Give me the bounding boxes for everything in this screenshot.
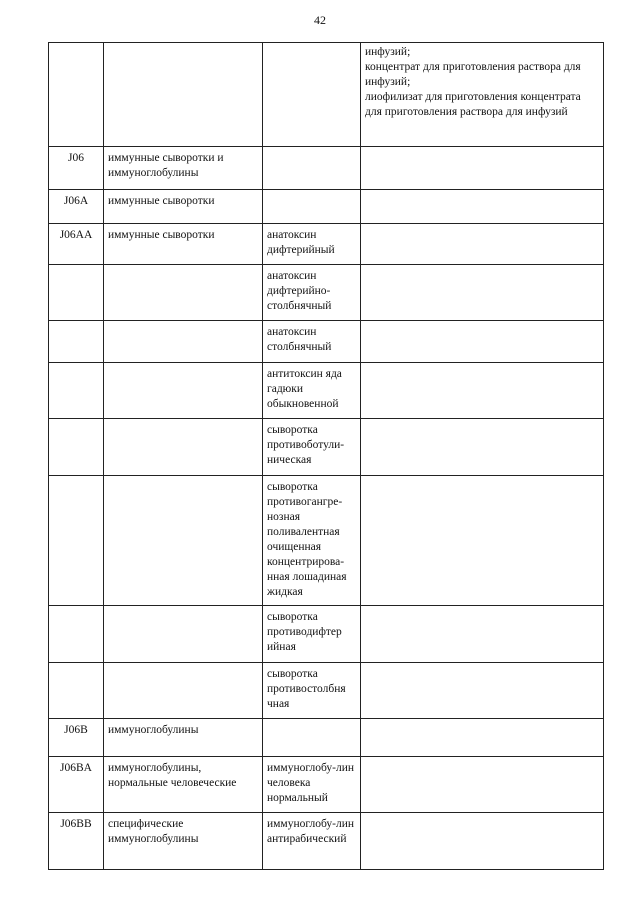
atc-group-name-cell: иммунные сыворотки (104, 190, 263, 224)
dosage-form-cell (361, 476, 604, 606)
atc-group-name-cell (104, 43, 263, 147)
drug-name-cell: сыворотка противостолбня чная (263, 663, 361, 719)
table-row (49, 813, 604, 870)
atc-group-name-cell (104, 663, 263, 719)
table-row (49, 43, 604, 147)
atc-code-cell (49, 43, 104, 147)
drug-name-cell: сыворотка противоботули-ническая (263, 419, 361, 476)
atc-code-cell: J06A (49, 190, 104, 224)
table-row (49, 476, 604, 606)
atc-code-cell (49, 265, 104, 321)
atc-code-cell (49, 606, 104, 663)
atc-code-cell (49, 321, 104, 363)
drug-name-cell (263, 43, 361, 147)
dosage-form-cell: инфузий; концентрат для приготовления раствора для инфузий; лиофилизат для приготовления концентрата для приготовления раствора для инфузий (361, 43, 604, 147)
dosage-form-cell (361, 321, 604, 363)
table-row (49, 757, 604, 813)
drug-name-cell (263, 719, 361, 757)
drug-name-cell: антитоксин яда гадюки обыкновенной (263, 363, 361, 419)
atc-group-name-cell: иммуноглобулины (104, 719, 263, 757)
atc-code-cell (49, 476, 104, 606)
dosage-form-cell (361, 719, 604, 757)
table-row (49, 224, 604, 265)
table-row (49, 190, 604, 224)
drug-name-cell: анатоксин столбнячный (263, 321, 361, 363)
dosage-form-cell (361, 419, 604, 476)
medicines-table (48, 42, 604, 870)
table-row (49, 663, 604, 719)
drug-name-cell: анатоксин дифтерийный (263, 224, 361, 265)
dosage-form-cell (361, 224, 604, 265)
dosage-form-cell (361, 813, 604, 870)
atc-code-cell (49, 363, 104, 419)
drug-name-cell (263, 190, 361, 224)
drug-name-cell: иммуноглобу-лин антирабический (263, 813, 361, 870)
table-row (49, 719, 604, 757)
dosage-form-cell (361, 363, 604, 419)
dosage-form-cell (361, 147, 604, 190)
atc-group-name-cell (104, 419, 263, 476)
atc-code-cell (49, 663, 104, 719)
atc-group-name-cell (104, 363, 263, 419)
table-row (49, 606, 604, 663)
table-row (49, 419, 604, 476)
atc-code-cell: J06BB (49, 813, 104, 870)
table-row (49, 363, 604, 419)
drug-name-cell (263, 147, 361, 190)
page-number: 42 (314, 13, 326, 27)
atc-group-name-cell: иммунные сыворотки (104, 224, 263, 265)
atc-group-name-cell (104, 321, 263, 363)
atc-code-cell (49, 419, 104, 476)
table-row (49, 321, 604, 363)
atc-group-name-cell (104, 606, 263, 663)
drug-name-cell: анатоксин дифтерийно-столбнячный (263, 265, 361, 321)
dosage-form-cell (361, 663, 604, 719)
drug-name-cell: сыворотка противогангре-нозная поливалентная очищенная концентрирова-нная лошадиная жидкая (263, 476, 361, 606)
atc-group-name-cell (104, 476, 263, 606)
dosage-form-cell (361, 265, 604, 321)
table-row (49, 265, 604, 321)
atc-group-name-cell: иммуноглобулины, нормальные человеческие (104, 757, 263, 813)
dosage-form-cell (361, 190, 604, 224)
atc-code-cell: J06BA (49, 757, 104, 813)
drug-name-cell: сыворотка противодифтер ийная (263, 606, 361, 663)
table-row (49, 147, 604, 190)
dosage-form-cell (361, 606, 604, 663)
atc-code-cell: J06 (49, 147, 104, 190)
dosage-form-cell (361, 757, 604, 813)
atc-group-name-cell: специфические иммуноглобулины (104, 813, 263, 870)
drug-name-cell: иммуноглобу-лин человека нормальный (263, 757, 361, 813)
atc-code-cell: J06B (49, 719, 104, 757)
atc-code-cell: J06AA (49, 224, 104, 265)
atc-group-name-cell: иммунные сыворотки и иммуноглобулины (104, 147, 263, 190)
atc-group-name-cell (104, 265, 263, 321)
